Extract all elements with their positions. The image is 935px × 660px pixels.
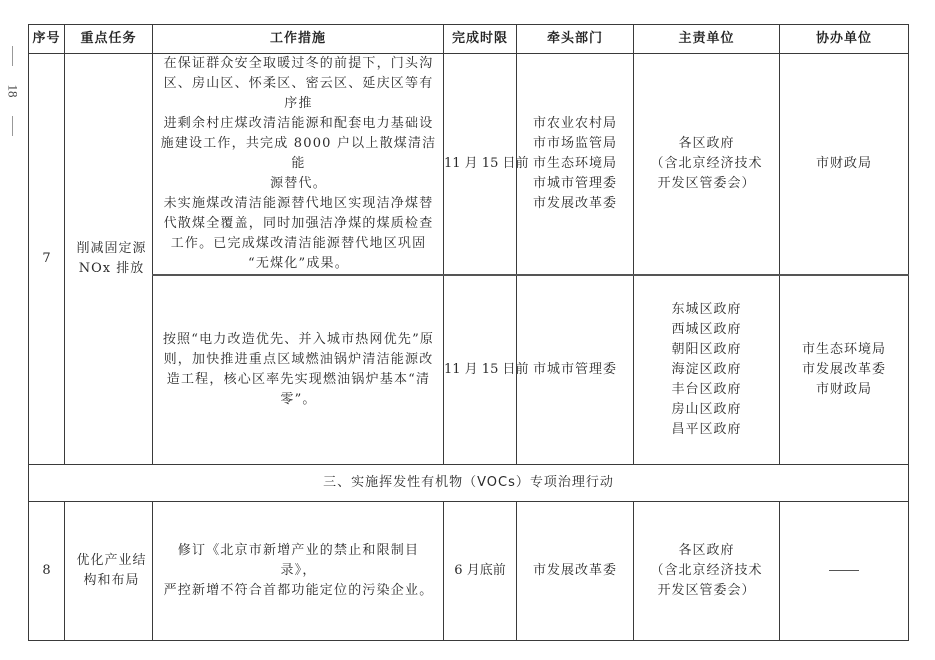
measure-line: 工作。已完成煤改清洁能源替代地区巩固 xyxy=(170,236,427,251)
page-number-dash-top xyxy=(12,46,13,66)
main-unit: 各区政府 xyxy=(678,543,735,558)
main-unit: 西城区政府 xyxy=(671,322,742,337)
row7b-lead xyxy=(517,275,634,465)
row8-task xyxy=(65,502,153,641)
main-unit: （含北京经济技术 xyxy=(650,563,763,578)
row7b-assist xyxy=(780,275,909,465)
page-number xyxy=(0,46,20,136)
header-main: 主责单位 xyxy=(634,25,780,54)
lead-dept: 市农业农村局 xyxy=(532,116,617,131)
measure-line: 在保证群众安全取暖过冬的前提下，门头沟 xyxy=(163,56,434,71)
header-seq: 序号 xyxy=(29,25,65,54)
row8-measure xyxy=(153,502,444,641)
row7a-lead xyxy=(517,54,634,276)
assist-unit: 市发展改革委 xyxy=(801,362,886,377)
section-header-row xyxy=(29,465,909,502)
row7a-measure xyxy=(153,54,444,276)
header-lead: 牵头部门 xyxy=(517,25,634,54)
header-assist: 协办单位 xyxy=(780,25,909,54)
measure-line: 零”。 xyxy=(280,392,317,407)
row8-seq: 8 xyxy=(29,502,65,641)
table-row-8 xyxy=(29,502,909,641)
lead-dept: 市发展改革委 xyxy=(532,196,617,211)
main-unit: 房山区政府 xyxy=(671,402,742,417)
section-title: 三、实施挥发性有机物（VOCs）专项治理行动 xyxy=(29,465,909,502)
assist-unit: 市财政局 xyxy=(815,382,872,397)
main-unit: 朝阳区政府 xyxy=(671,342,742,357)
row8-assist xyxy=(780,502,909,641)
row8-assist-dash xyxy=(829,570,859,571)
measure-line: 区、房山区、怀柔区、密云区、延庆区等有序推 xyxy=(163,76,434,111)
measure-line: 则，加快推进重点区域燃油锅炉清洁能源改 xyxy=(163,352,434,367)
main-unit: 各区政府 xyxy=(678,136,735,151)
measure-line: 代散煤全覆盖，同时加强洁净煤的煤质检查 xyxy=(163,216,434,231)
table-row-7a xyxy=(29,54,909,276)
lead-dept: 市城市管理委 xyxy=(532,362,617,377)
row7a-main xyxy=(634,54,780,276)
row8-lead xyxy=(517,502,634,641)
task-table xyxy=(28,24,909,641)
measure-line: 按照“电力改造优先、并入城市热网优先”原 xyxy=(162,332,435,347)
main-unit: 丰台区政府 xyxy=(671,382,742,397)
row7b-measure xyxy=(153,275,444,465)
header-task: 重点任务 xyxy=(65,25,153,54)
row7a-deadline: 11 月 15 日前 xyxy=(444,54,517,276)
measure-line: 施建设工作，共完成 8000 户以上散煤清洁能 xyxy=(160,136,437,171)
lead-dept: 市城市管理委 xyxy=(532,176,617,191)
measure-line: 未实施煤改清洁能源替代地区实现洁净煤替 xyxy=(163,196,434,211)
header-measure: 工作措施 xyxy=(153,25,444,54)
measure-line: 造工程，核心区率先实现燃油锅炉基本“清 xyxy=(166,372,431,387)
row8-task-line2: 构和布局 xyxy=(83,573,140,588)
main-unit: 海淀区政府 xyxy=(671,362,742,377)
assist-unit: 市生态环境局 xyxy=(801,342,886,357)
row8-task-line1: 优化产业结 xyxy=(76,553,147,568)
row7-task-line1: 削减固定源 xyxy=(76,241,147,256)
row7a-assist xyxy=(780,54,909,276)
main-unit: 开发区管委会） xyxy=(657,583,756,598)
measure-line: 修订《北京市新增产业的禁止和限制目录》， xyxy=(177,543,420,578)
main-unit: 昌平区政府 xyxy=(671,422,742,437)
main-unit: 开发区管委会） xyxy=(657,176,756,191)
lead-dept: 市发展改革委 xyxy=(532,563,617,578)
row8-main xyxy=(634,502,780,641)
main-unit: （含北京经济技术 xyxy=(650,156,763,171)
page-number-dash-bottom xyxy=(12,116,13,136)
measure-line: 进剩余村庄煤改清洁能源和配套电力基础设 xyxy=(163,116,434,131)
assist-unit: 市财政局 xyxy=(815,156,872,171)
row7b-deadline: 11 月 15 日前 xyxy=(444,275,517,465)
table-header-row xyxy=(29,25,909,54)
lead-dept: 市市场监管局 xyxy=(532,136,617,151)
main-unit: 东城区政府 xyxy=(671,302,742,317)
row7-task-line2: NOx 排放 xyxy=(78,261,145,276)
measure-line: “无煤化”成果。 xyxy=(248,256,349,271)
measure-line: 严控新增不符合首都功能定位的污染企业。 xyxy=(163,583,434,598)
row8-deadline: 6 月底前 xyxy=(444,502,517,641)
table-row-7b xyxy=(29,275,909,465)
measure-line: 源替代。 xyxy=(270,176,327,191)
row7-seq: 7 xyxy=(29,54,65,465)
row7b-main xyxy=(634,275,780,465)
page-number-value: 18 xyxy=(5,84,20,98)
lead-dept: 市生态环境局 xyxy=(532,156,617,171)
header-deadline: 完成时限 xyxy=(444,25,517,54)
row7-task xyxy=(65,54,153,465)
